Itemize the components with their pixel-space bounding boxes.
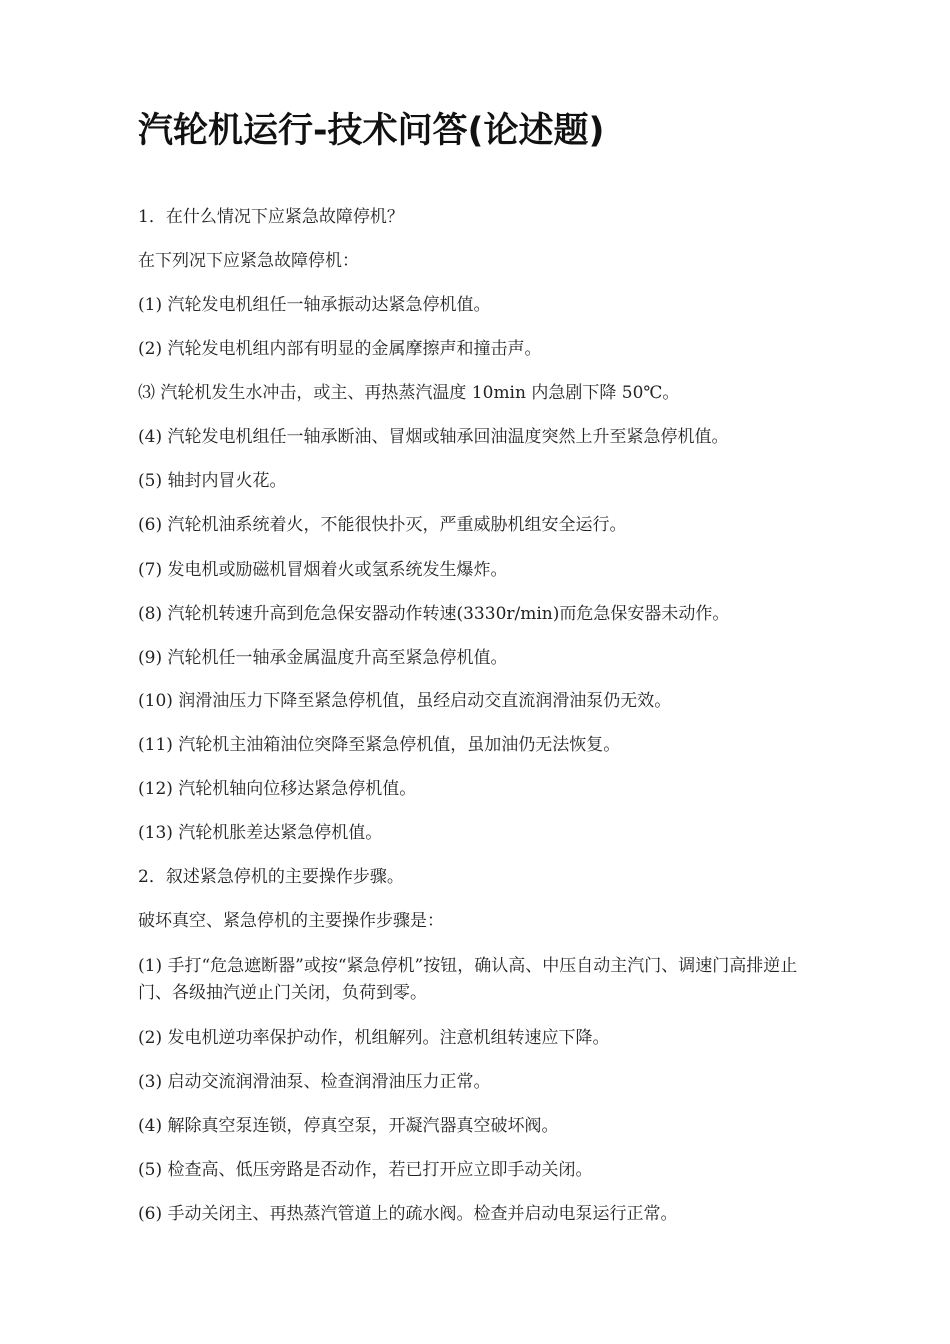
answer-1-item-1: (1) 汽轮发电机组任一轴承振动达紧急停机值。 [138, 295, 491, 315]
answer-1-item-9: (9) 汽轮机任一轴承金属温度升高至紧急停机值。 [138, 648, 508, 668]
answer-1-item-10: (10) 润滑油压力下降至紧急停机值，虽经启动交直流润滑油泵仍无效。 [138, 691, 672, 711]
answer-1-intro: 在下列况下应紧急故障停机： [138, 251, 359, 271]
question-1: 1．在什么情况下应紧急故障停机？ [138, 207, 404, 227]
answer-1-item-8: (8) 汽轮机转速升高到危急保安器动作转速(3330r/min)而危急保安器未动作。 [138, 604, 730, 624]
answer-1-item-4: (4) 汽轮发电机组任一轴承断油、冒烟或轴承回油温度突然上升至紧急停机值。 [138, 427, 729, 447]
answer-2-step-2: (2) 发电机逆功率保护动作，机组解列。注意机组转速应下降。 [138, 1028, 610, 1048]
answer-2-step-3: (3) 启动交流润滑油泵、检查润滑油压力正常。 [138, 1072, 491, 1092]
answer-2-intro: 破坏真空、紧急停机的主要操作步骤是： [138, 911, 444, 931]
answer-2-step-6: (6) 手动关闭主、再热蒸汽管道上的疏水阀。检查并启动电泵运行正常。 [138, 1204, 678, 1224]
answer-1-item-5: (5) 轴封内冒火花。 [138, 471, 287, 491]
answer-1-item-6: (6) 汽轮机油系统着火，不能很快扑灭，严重威胁机组安全运行。 [138, 515, 627, 535]
answer-1-item-7: (7) 发电机或励磁机冒烟着火或氢系统发生爆炸。 [138, 560, 508, 580]
answer-1-item-13: (13) 汽轮机胀差达紧急停机值。 [138, 823, 383, 843]
document-title: 汽轮机运行-技术问答(论述题) [138, 111, 605, 151]
answer-2-step-1: (1) 手打“危急遮断器”或按“紧急停机”按钮，确认高、中压自动主汽门、调速门高排逆止门、各级抽汽逆止门关闭，负荷到零。 [138, 956, 798, 1003]
answer-1-item-2: (2) 汽轮发电机组内部有明显的金属摩擦声和撞击声。 [138, 339, 542, 359]
answer-2-step-4: (4) 解除真空泵连锁，停真空泵，开凝汽器真空破坏阀。 [138, 1116, 559, 1136]
answer-2-step-5: (5) 检查高、低压旁路是否动作，若已打开应立即手动关闭。 [138, 1160, 593, 1180]
answer-1-item-3: ⑶ 汽轮机发生水冲击，或主、再热蒸汽温度 10min 内急剧下降 50℃。 [138, 383, 680, 403]
answer-1-item-12: (12) 汽轮机轴向位移达紧急停机值。 [138, 779, 417, 799]
answer-1-item-11: (11) 汽轮机主油箱油位突降至紧急停机值，虽加油仍无法恢复。 [138, 735, 621, 755]
question-2: 2．叙述紧急停机的主要操作步骤。 [138, 867, 404, 887]
